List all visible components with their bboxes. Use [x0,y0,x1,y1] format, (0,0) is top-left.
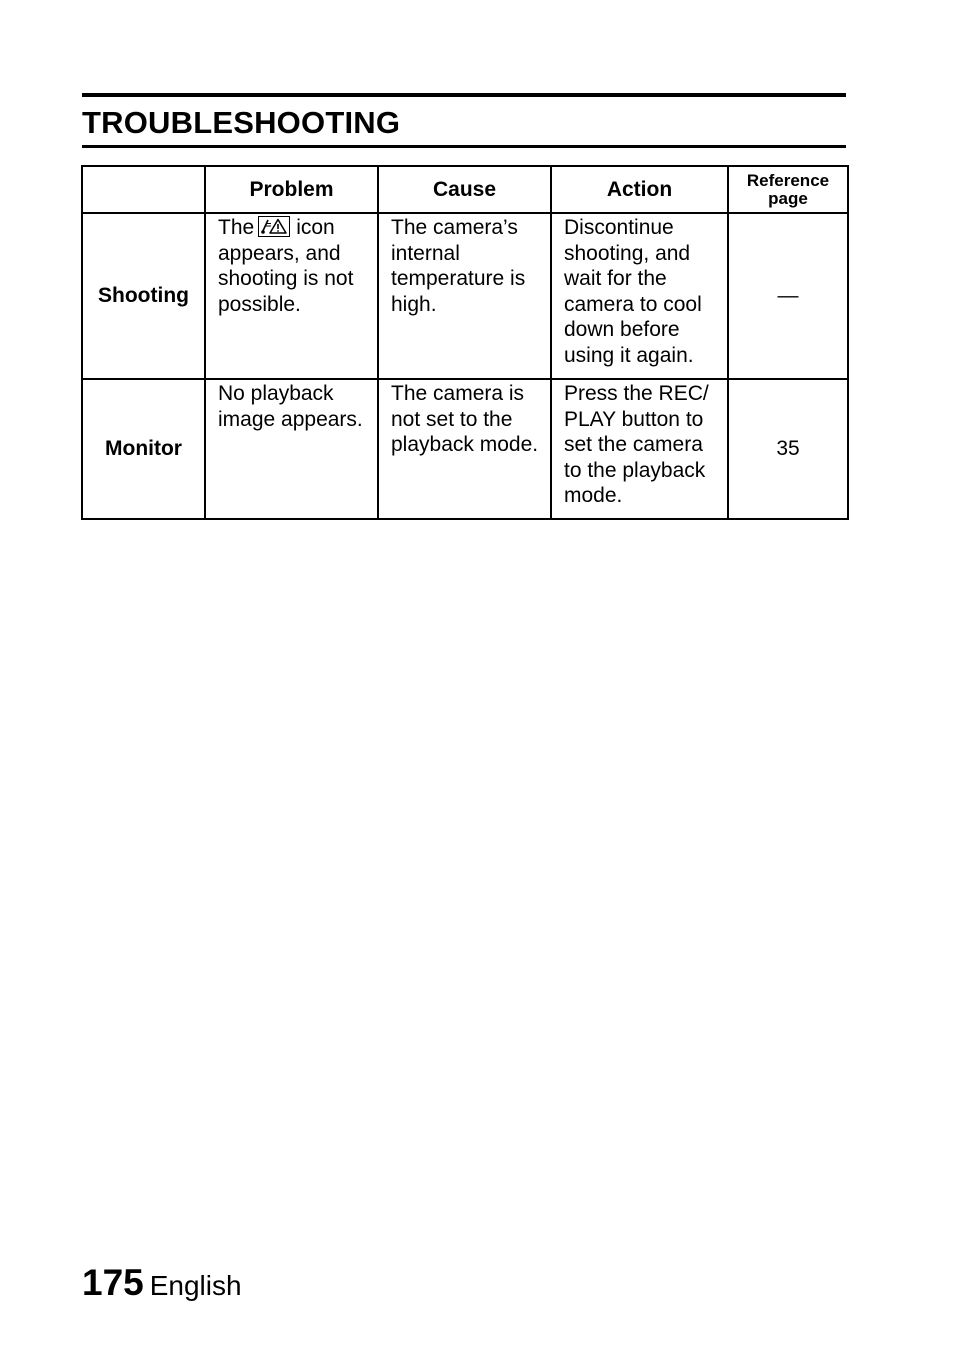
temperature-warning-icon [258,216,290,237]
table-header-row [82,166,848,213]
page-language: English [149,1270,242,1301]
row-category: Monitor [82,379,205,519]
problem-text-after-icon: icon appears, and shooting is not possible. [218,216,354,316]
section-header [82,93,846,148]
troubleshooting-table [81,165,849,520]
row-category: Shooting [82,213,205,379]
row-reference-page: 35 [728,379,848,519]
row-action: Press the REC/ PLAY button to set the camera to the playback mode. [551,379,728,519]
row-problem [205,213,378,379]
table-row [82,379,848,519]
row-action: Discontinue shooting, and wait for the camera to cool down before using it again. [551,213,728,379]
header-action: Action [551,166,728,213]
header-cause: Cause [378,166,551,213]
table-row [82,213,848,379]
header-problem: Problem [205,166,378,213]
problem-text-before-icon: The [218,216,255,239]
row-cause: The camera is not set to the playback mode. [378,379,551,519]
header-reference-page: Reference page [728,166,848,213]
row-reference-page: — [728,213,848,379]
row-cause: The camera’s internal temperature is high. [378,213,551,379]
header-category-blank [82,166,205,213]
row-problem: No playback image appears. [205,379,378,519]
page-number: 175 [82,1262,144,1303]
page-footer [82,1262,242,1304]
page-title: TROUBLESHOOTING [82,105,401,140]
